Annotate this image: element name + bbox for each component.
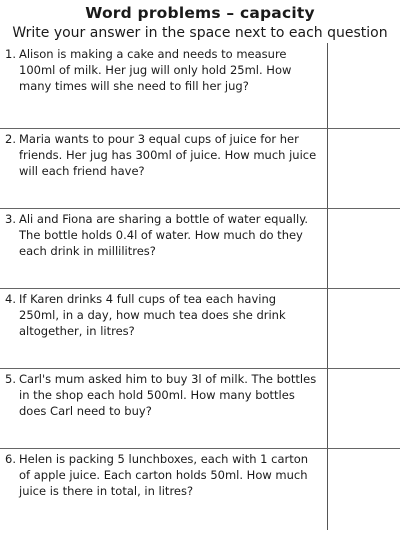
question-number: 4.: [5, 292, 16, 306]
answer-space-2[interactable]: [328, 129, 400, 208]
question-number: 5.: [5, 372, 16, 386]
worksheet-instructions: Write your answer in the space next to each question: [12, 25, 388, 41]
answer-space-5[interactable]: [328, 369, 400, 448]
question-text: Ali and Fiona are sharing a bottle of water equally. The bottle holds 0.4l of water. How much do they each drink in millilitres?: [19, 212, 309, 258]
question-text: Alison is making a cake and needs to measure 100ml of milk. Her jug will only hold 25ml. How many times will she need to fill her jug?: [19, 47, 292, 93]
answer-space-3[interactable]: [328, 209, 400, 288]
question-number: 2.: [5, 132, 16, 146]
question-text: Maria wants to pour 3 equal cups of juice for her friends. Her jug has 300ml of juice. How much juice will each friend have?: [19, 132, 317, 178]
question-number: 3.: [5, 212, 16, 226]
worksheet-title: Word problems – capacity: [85, 4, 315, 22]
question-text: Carl's mum asked him to buy 3l of milk. The bottles in the shop each hold 500ml. How many bottles does Carl need to buy?: [19, 372, 317, 418]
question-text: If Karen drinks 4 full cups of tea each having 250ml, in a day, how much tea does she drink altogether, in litres?: [19, 292, 286, 338]
question-number: 6.: [5, 452, 16, 466]
question-text: Helen is packing 5 lunchboxes, each with 1 carton of apple juice. Each carton holds 50ml. How much juice is there in total, in litres?: [19, 452, 309, 498]
question-number: 1.: [5, 47, 16, 61]
answer-space-6[interactable]: [328, 449, 400, 530]
answer-space-4[interactable]: [328, 289, 400, 368]
answer-space-1[interactable]: [328, 44, 400, 128]
